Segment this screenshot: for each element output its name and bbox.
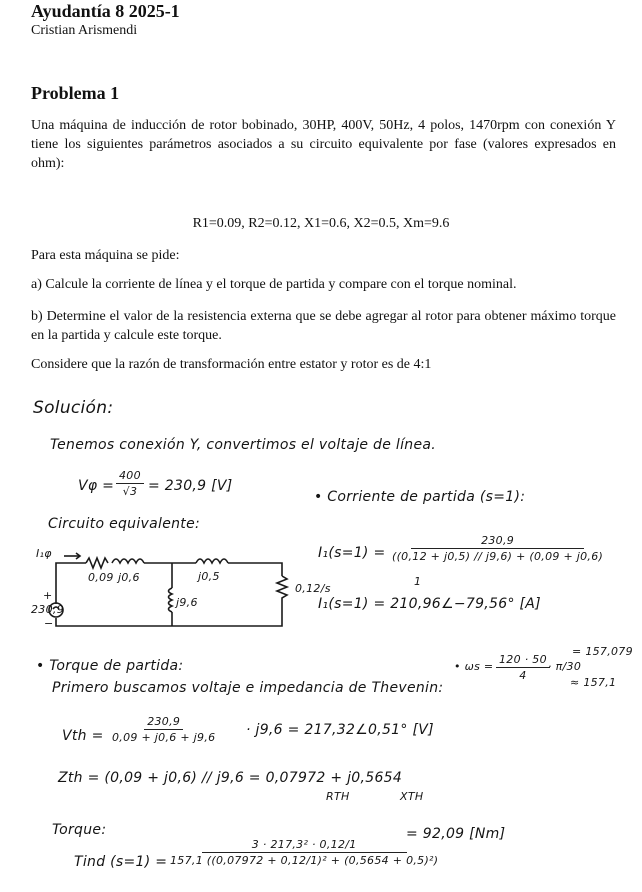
connection-note: Tenemos conexión Y, convertimos el voltaje de línea. bbox=[50, 437, 437, 453]
xm-label: j9,6 bbox=[176, 596, 198, 609]
x2-label: j0,5 bbox=[198, 570, 220, 583]
i1-denominator: ((0,12 + j0,5) // j9,6) + (0,09 + j0,6) bbox=[392, 550, 604, 563]
vth-fraction bbox=[112, 715, 215, 744]
vth-denominator: 0,09 + j0,6 + j9,6 bbox=[112, 731, 216, 744]
source-plus: + bbox=[43, 589, 53, 602]
vth-result: · j9,6 = 217,32∠0,51° [V] bbox=[246, 722, 434, 738]
transformation-note: Considere que la razón de transformación entre estator y rotor es de 4:1 bbox=[31, 357, 432, 372]
ws-label: • ωs = bbox=[454, 660, 494, 673]
parameter-list: R1=0.09, R2=0.12, X1=0.6, X2=0.5, Xm=9.6 bbox=[192, 216, 450, 231]
circuit-heading: Circuito equivalente: bbox=[48, 516, 201, 532]
tind-fraction bbox=[170, 838, 438, 867]
ws-approx: ≈ 157,1 bbox=[570, 676, 617, 689]
part-b: b) Determine el valor de la resistencia externa que se debe agregar al rotor para obtener máximo torque en la partida y calcule este torque. bbox=[31, 309, 616, 343]
tind-lhs: Tind (s=1) = bbox=[74, 854, 168, 870]
rth-label: RTH bbox=[326, 790, 350, 803]
zth-expression: Zth = (0,09 + j0,6) // j9,6 = 0,07972 + j0,5654 bbox=[58, 770, 403, 786]
vphi-numerator: 400 bbox=[116, 469, 144, 484]
i1-lhs: I₁(s=1) = bbox=[318, 545, 386, 561]
start-current-heading: • Corriente de partida (s=1): bbox=[314, 489, 526, 505]
ws-value: = 157,079 bbox=[572, 645, 633, 658]
ws-fraction bbox=[496, 653, 550, 682]
x1-label: j0,6 bbox=[118, 571, 140, 584]
thevenin-line: Primero buscamos voltaje e impedancia de Thevenin: bbox=[52, 680, 444, 696]
tind-denominator: 157,1 ((0,07972 + 0,12/1)² + (0,5654 + 0,5)²) bbox=[170, 854, 439, 867]
r2s-resistor-symbol bbox=[277, 576, 287, 620]
ws-numerator: 120 · 50 bbox=[496, 653, 550, 668]
xth-label: XTH bbox=[400, 790, 424, 803]
vphi-result: = 230,9 [V] bbox=[148, 478, 233, 494]
problem-heading: Problema 1 bbox=[31, 83, 120, 103]
xm-inductor-symbol bbox=[169, 588, 173, 612]
x1-inductor-symbol bbox=[112, 559, 144, 563]
asks-intro: Para esta máquina se pide: bbox=[31, 248, 180, 263]
torque-label: Torque: bbox=[52, 822, 107, 838]
source-label: 230,9 bbox=[31, 603, 64, 616]
solution-heading: Solución: bbox=[33, 398, 114, 418]
i1-numerator: 230,9 bbox=[411, 534, 584, 549]
vth-numerator: 230,9 bbox=[144, 715, 183, 730]
vth-lhs: Vth = bbox=[62, 728, 104, 744]
source-minus: − bbox=[44, 617, 54, 630]
problem-statement: Una máquina de inducción de rotor bobinado, 30HP, 400V, 50Hz, 4 polos, 1470rpm con conexión Y tiene los siguientes parámetros asociados a su circuito equivalente por fase (valores expresados en ohm): bbox=[31, 118, 616, 171]
r2s-label: 0,12/s bbox=[295, 582, 331, 595]
part-a: a) Calcule la corriente de línea y el torque de partida y compare con el torque nominal. bbox=[31, 277, 517, 292]
tind-result: = 92,09 [Nm] bbox=[406, 826, 506, 842]
r1-label: 0,09 bbox=[88, 571, 114, 584]
document-title: Ayudantía 8 2025-1 bbox=[31, 1, 180, 21]
vphi-lhs: Vφ = bbox=[78, 478, 115, 494]
ws-pi-factor: · π/30 bbox=[548, 660, 582, 673]
ws-denominator: 4 bbox=[519, 669, 527, 682]
vphi-denominator: √3 bbox=[122, 485, 138, 498]
torque-heading: • Torque de partida: bbox=[36, 658, 184, 674]
x2-inductor-symbol bbox=[196, 559, 228, 563]
document-author: Cristian Arismendi bbox=[31, 23, 138, 38]
i1-fraction bbox=[392, 534, 603, 563]
tind-numerator: 3 · 217,3² · 0,12/1 bbox=[202, 838, 407, 853]
current-label: I₁φ bbox=[36, 547, 52, 560]
i1-result: I₁(s=1) = 210,96∠−79,56° [A] bbox=[318, 596, 541, 612]
i1-denominator-subscript: 1 bbox=[414, 575, 422, 588]
r1-resistor-symbol bbox=[86, 558, 108, 568]
